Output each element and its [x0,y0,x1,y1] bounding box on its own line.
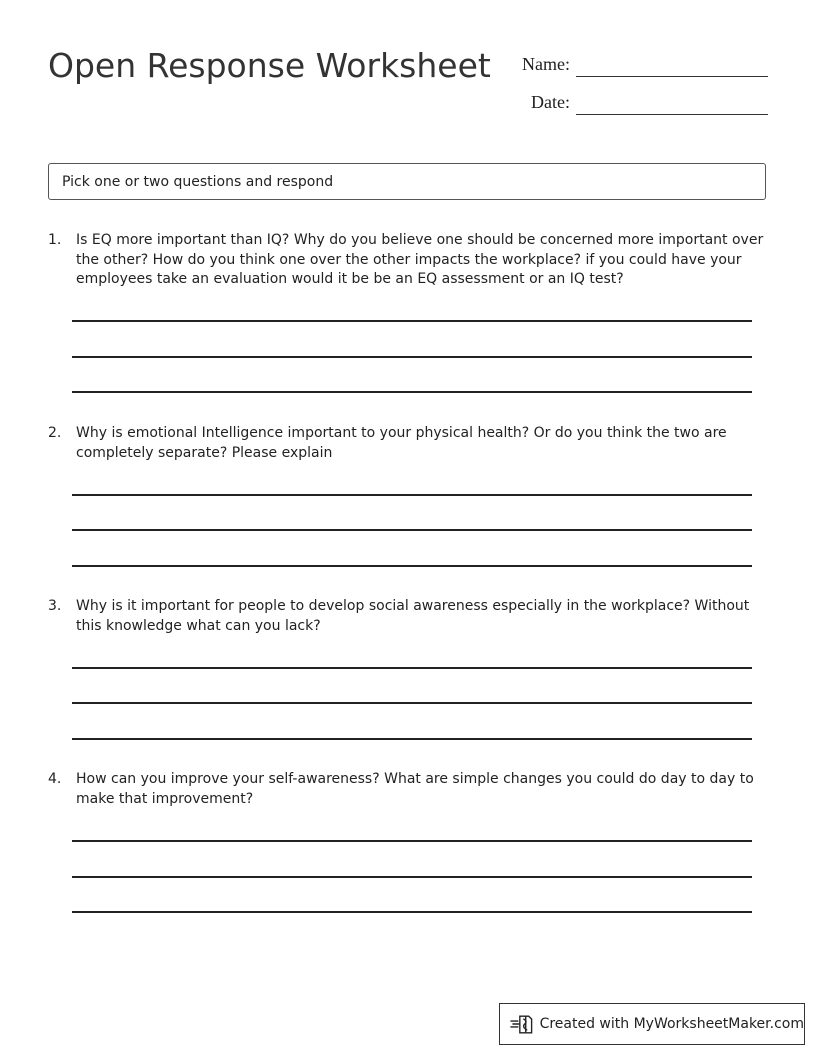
question-3-number: 3. [48,598,62,614]
answer-line-3a[interactable] [72,667,752,669]
question-1-text: Is EQ more important than IQ? Why do you believe one should be concerned more important over the other? How do you think one over the other impacts the workplace? if you could have your employees take an evaluation would it be be an EQ assessment or an IQ test? [76,232,764,287]
answer-line-4c[interactable] [72,911,752,913]
answer-line-3b[interactable] [72,702,752,704]
answer-line-1c[interactable] [72,391,752,393]
question-4-text: How can you improve your self-awareness? What are simple changes you could do day to day to make that improvement? [76,771,754,807]
date-line [576,114,768,115]
answer-line-2a[interactable] [72,494,752,496]
answer-line-2b[interactable] [72,529,752,531]
instructions-box: Pick one or two questions and respond [48,163,766,200]
answer-line-1a[interactable] [72,320,752,322]
question-2-number: 2. [48,425,62,441]
name-field[interactable] [0,54,816,84]
date-field[interactable] [0,92,816,122]
question-1-number: 1. [48,232,62,248]
answer-line-1b[interactable] [72,356,752,358]
page-title: Open Response Worksheet [48,46,491,85]
name-line [576,76,768,77]
answer-line-4a[interactable] [72,840,752,842]
footer-text: Created with MyWorksheetMaker.com [539,1016,804,1032]
answer-line-2c[interactable] [72,565,752,567]
worksheet-maker-logo-icon [510,1013,534,1035]
question-2-text: Why is emotional Intelligence important to your physical health? Or do you think the two are completely separate? Please explain [76,425,727,461]
question-3-text: Why is it important for people to develop social awareness especially in the workplace? Without this knowledge what can you lack? [76,598,750,634]
answer-line-4b[interactable] [72,876,752,878]
footer-credit[interactable] [499,1003,805,1045]
date-label: Date: [531,92,570,112]
answer-line-3c[interactable] [72,738,752,740]
question-4-number: 4. [48,771,62,787]
name-label: Name: [522,54,570,74]
